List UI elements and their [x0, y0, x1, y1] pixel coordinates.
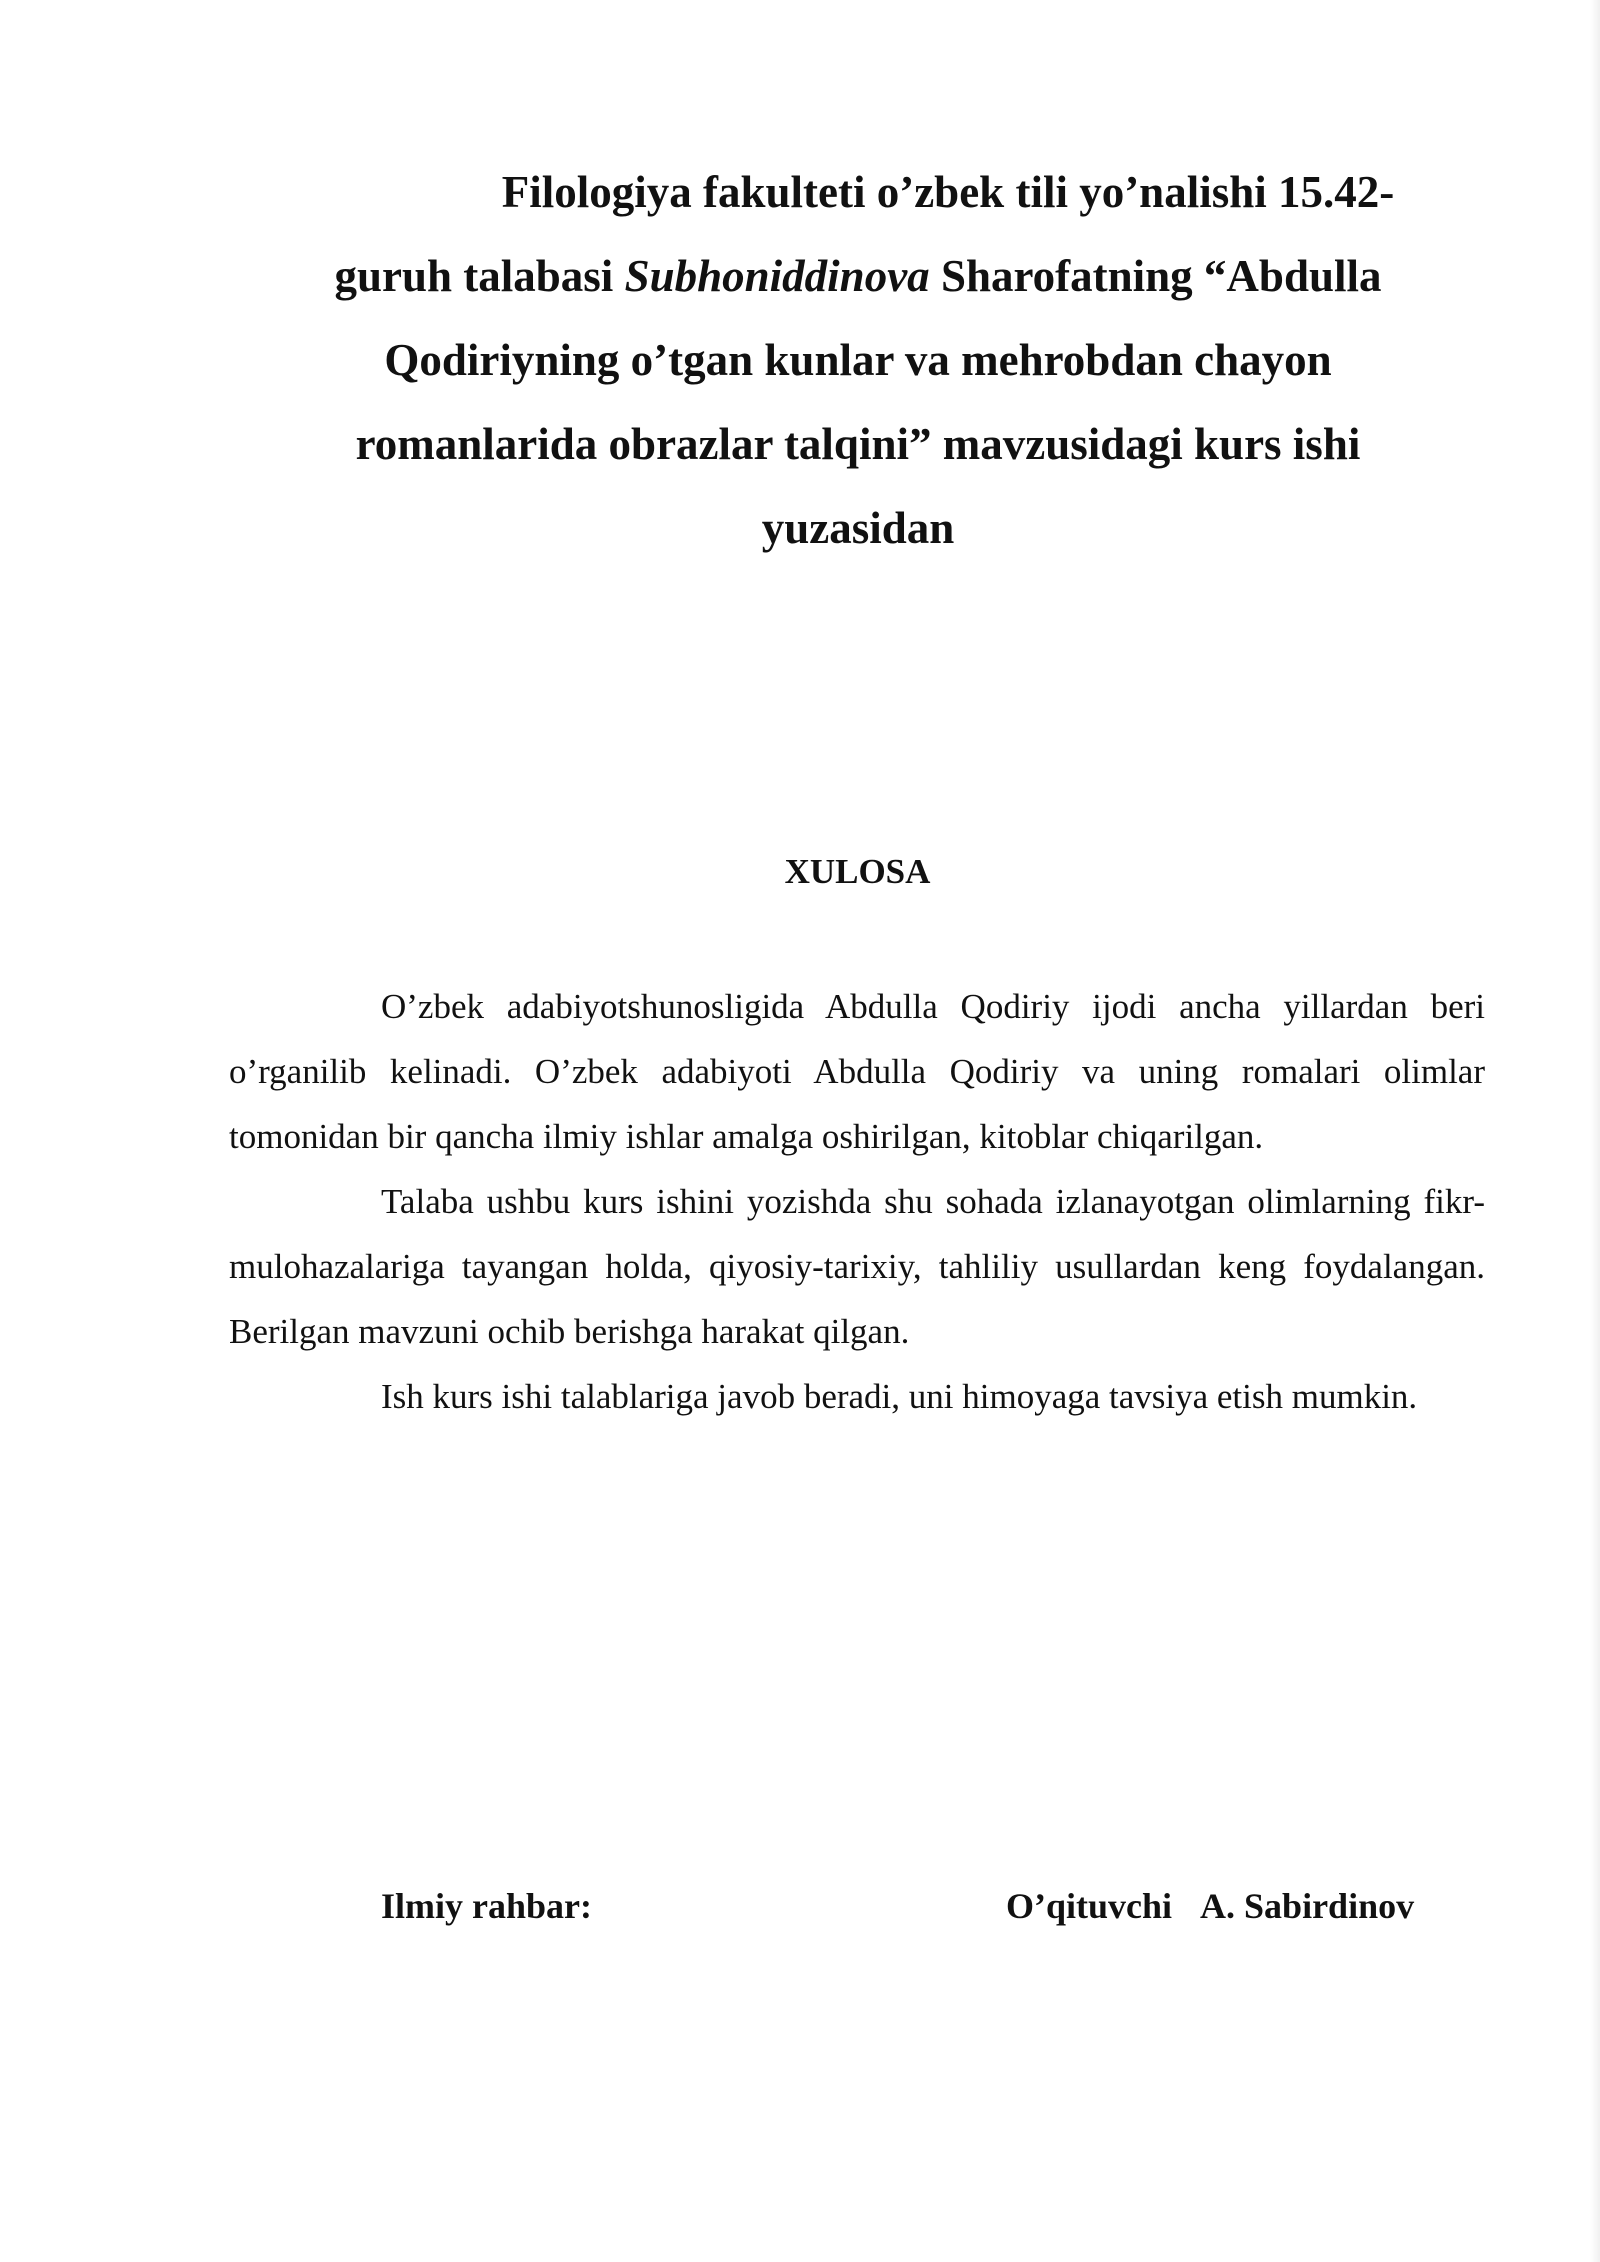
heading-line-2-suffix: Sharofatning “Abdulla [929, 251, 1382, 301]
supervisor-signature [1006, 1882, 1414, 1930]
section-title: XULOSA [784, 852, 931, 891]
supervisor-position: O’qituvchi [1006, 1886, 1173, 1926]
student-name: Subhoniddinova [624, 251, 930, 301]
heading-line-2-prefix: guruh talabasi [334, 251, 625, 301]
supervisor-name: A. Sabirdinov [1200, 1886, 1415, 1926]
document-heading [268, 150, 1448, 570]
heading-line-5: yuzasidan [761, 503, 955, 553]
heading-line-1: Filologiya fakulteti o’zbek tili yo’nalishi 15.42- [501, 167, 1395, 217]
heading-line-3: Qodiriyning o’tgan kunlar va mehrobdan chayon [384, 335, 1332, 385]
paragraph-3: Ish kurs ishi talablariga javob beradi, uni himoyaga tavsiya etish mumkin. [381, 1377, 1418, 1416]
paragraph-1: O’zbek adabiyotshunosligida Abdulla Qodiriy ijodi ancha yillardan beri o’rganilib kelinadi. O’zbek adabiyoti Abdulla Qodiriy va uning romalari olimlar tomonidan bir qancha ilmiy ishlar amalga oshirilgan, kitoblar chiqarilgan. [229, 987, 1485, 1156]
heading-line-4: romanlarida obrazlar talqini” mavzusidagi kurs ishi [355, 419, 1361, 469]
paragraph-2: Talaba ushbu kurs ishini yozishda shu sohada izlanayotgan olimlarning fikr-mulohazalariga tayangan holda, qiyosiy-tarixiy, tahliliy usullardan keng foydalangan. Berilgan mavzuni ochib berishga harakat qilgan. [229, 1182, 1485, 1351]
page-edge-shadow [1590, 0, 1600, 2262]
supervisor-label: Ilmiy rahbar: [381, 1886, 592, 1926]
conclusion-body [229, 974, 1485, 1429]
heading-line-2 [268, 234, 1448, 318]
